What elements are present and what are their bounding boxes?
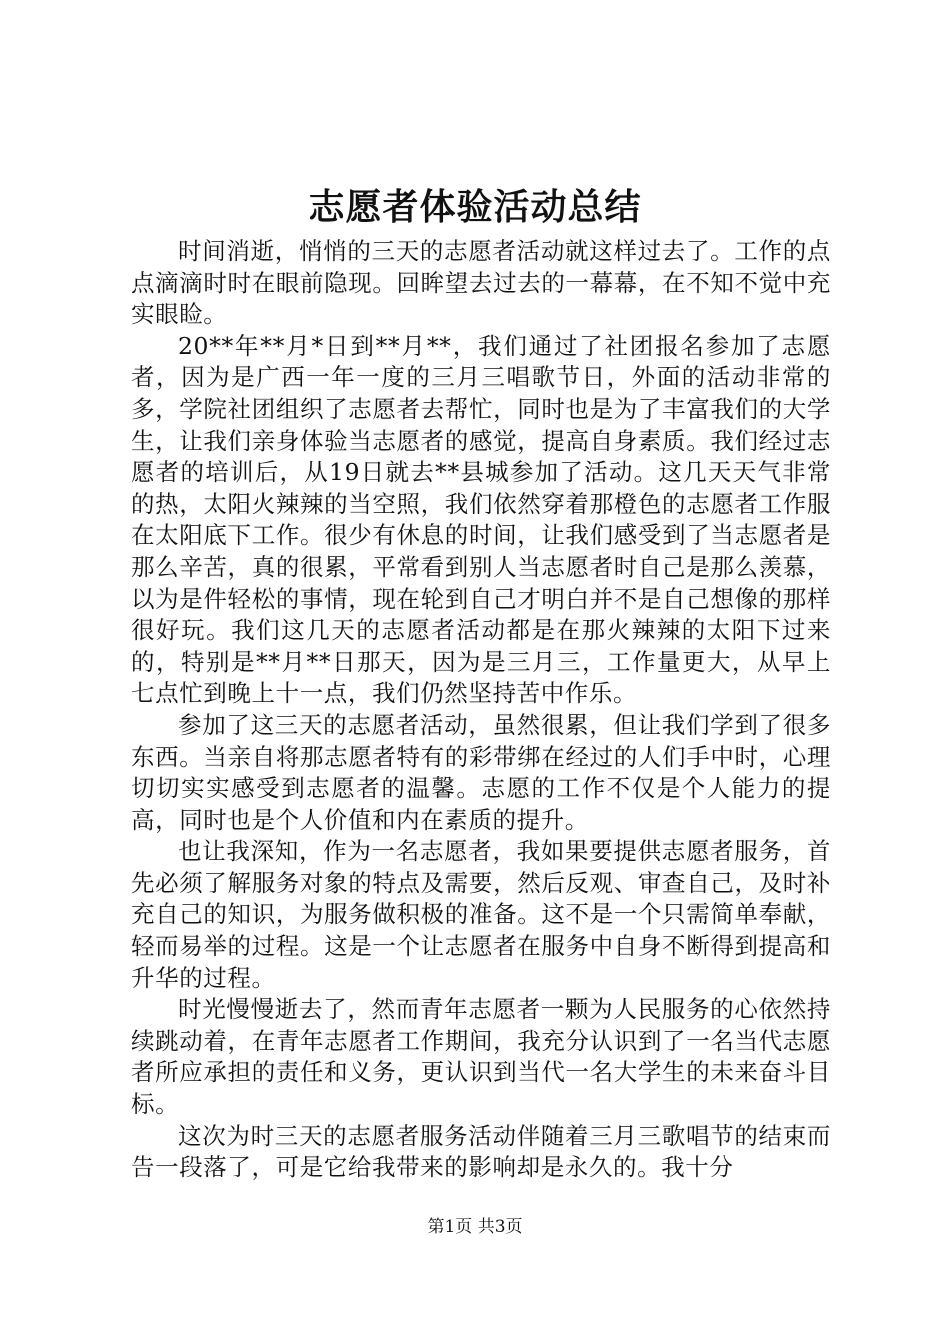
paragraph: 参加了这三天的志愿者活动，虽然很累，但让我们学到了很多东西。当亲自将那志愿者特有的彩带绑在经过的人们手中时，心理切切实实感受到志愿者的温馨。志愿的工作不仅是个人能力的提高，同时也是个人价值和内在素质的提升。 (131, 710, 831, 834)
document-title: 志愿者体验活动总结 (308, 186, 642, 228)
paragraph: 也让我深知，作为一名志愿者，我如果要提供志愿者服务，首先必须了解服务对象的特点及需要，然后反观、审查自己，及时补充自己的知识，为服务做积极的准备。这不是一个只需简单奉献，轻而易举的过程。这是一个让志愿者在服务中自身不断得到提高和升华的过程。 (131, 837, 831, 992)
document-body (131, 236, 831, 1184)
page-number-footer: 第1页 共3页 (427, 1217, 523, 1237)
paragraph: 时光慢慢逝去了，然而青年志愿者一颗为人民服务的心依然持续跳动着，在青年志愿者工作期间，我充分认识到了一名当代志愿者所应承担的责任和义务，更认识到当代一名大学生的未来奋斗目标。 (131, 995, 831, 1119)
paragraph: 20**年**月*日到**月**，我们通过了社团报名参加了志愿者，因为是广西一年一度的三月三唱歌节日，外面的活动非常的多，学院社团组织了志愿者去帮忙，同时也是为了丰富我们的大学生，让我们亲身体验当志愿者的感觉，提高自身素质。我们经过志愿者的培训后，从19日就去**县城参加了活动。这几天天气非常的热，太阳火辣辣的当空照，我们依然穿着那橙色的志愿者工作服在太阳底下工作。很少有休息的时间，让我们感受到了当志愿者是那么辛苦，真的很累，平常看到别人当志愿者时自己是那么羡慕，以为是件轻松的事情，现在轮到自己才明白并不是自己想像的那样很好玩。我们这几天的志愿者活动都是在那火辣辣的太阳下过来的，特别是**月**日那天，因为是三月三，工作量更大，从早上七点忙到晚上十一点，我们仍然坚持苦中作乐。 (131, 331, 831, 708)
paragraph: 时间消逝，悄悄的三天的志愿者活动就这样过去了。工作的点点滴滴时时在眼前隐现。回眸望去过去的一幕幕，在不知不觉中充实眼睑。 (131, 237, 831, 329)
paragraph: 这次为时三天的志愿者服务活动伴随着三月三歌唱节的结束而告一段落了，可是它给我带来的影响却是永久的。我十分 (131, 1121, 831, 1182)
